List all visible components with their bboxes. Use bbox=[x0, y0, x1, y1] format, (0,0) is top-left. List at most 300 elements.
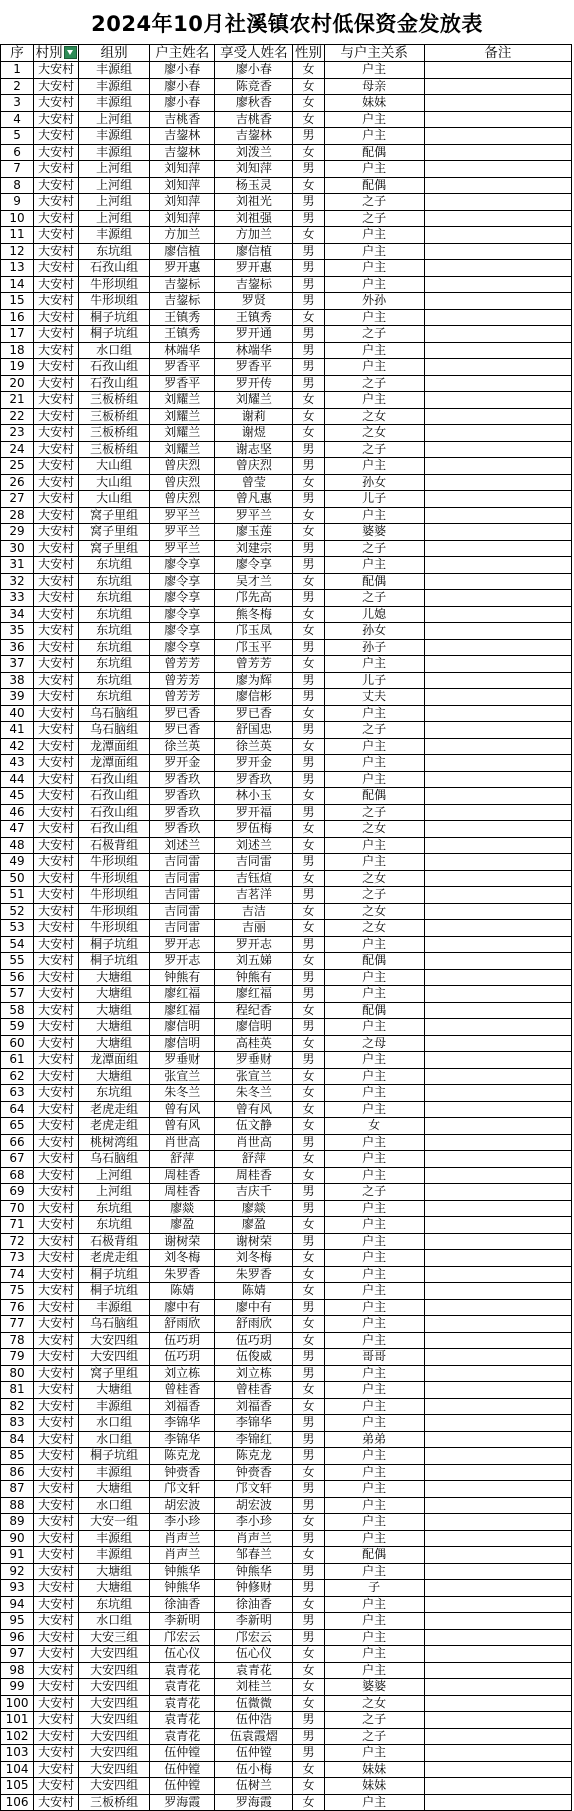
cell-householder: 罗开惠 bbox=[150, 260, 215, 277]
cell-recipient: 廖信彬 bbox=[215, 689, 293, 706]
cell-note bbox=[424, 788, 571, 805]
cell-group: 桃树湾组 bbox=[79, 1134, 150, 1151]
cell-village: 大安村 bbox=[34, 804, 79, 821]
header-relation: 与户主关系 bbox=[324, 45, 424, 62]
cell-relation: 户主 bbox=[324, 557, 424, 574]
cell-note bbox=[424, 1085, 571, 1102]
cell-householder: 刘福香 bbox=[150, 1398, 215, 1415]
cell-seq: 93 bbox=[1, 1580, 34, 1597]
cell-relation: 户主 bbox=[324, 111, 424, 128]
cell-relation: 哥哥 bbox=[324, 1349, 424, 1366]
cell-note bbox=[424, 689, 571, 706]
cell-seq: 106 bbox=[1, 1794, 34, 1811]
table-row bbox=[1, 392, 572, 409]
header-sex: 性别 bbox=[293, 45, 324, 62]
cell-householder: 曾有风 bbox=[150, 1101, 215, 1118]
cell-group: 老虎走组 bbox=[79, 1250, 150, 1267]
cell-note bbox=[424, 1794, 571, 1811]
cell-sex: 女 bbox=[293, 1761, 324, 1778]
cell-relation: 户主 bbox=[324, 1646, 424, 1663]
table-row bbox=[1, 689, 572, 706]
table-row bbox=[1, 1035, 572, 1052]
cell-householder: 廖信明 bbox=[150, 1019, 215, 1036]
table-row bbox=[1, 986, 572, 1003]
cell-village: 大安村 bbox=[34, 1514, 79, 1531]
table-row bbox=[1, 425, 572, 442]
cell-group: 石极背组 bbox=[79, 837, 150, 854]
cell-recipient: 谢树荣 bbox=[215, 1233, 293, 1250]
filter-dropdown-icon[interactable] bbox=[64, 46, 77, 59]
cell-relation: 婆婆 bbox=[324, 524, 424, 541]
cell-seq: 83 bbox=[1, 1415, 34, 1432]
cell-seq: 57 bbox=[1, 986, 34, 1003]
cell-seq: 77 bbox=[1, 1316, 34, 1333]
cell-sex: 女 bbox=[293, 821, 324, 838]
cell-sex: 女 bbox=[293, 738, 324, 755]
cell-village: 大安村 bbox=[34, 243, 79, 260]
cell-householder: 罗开志 bbox=[150, 953, 215, 970]
cell-relation: 之女 bbox=[324, 1695, 424, 1712]
cell-group: 东坑组 bbox=[79, 1200, 150, 1217]
cell-householder: 李锦华 bbox=[150, 1431, 215, 1448]
cell-seq: 16 bbox=[1, 309, 34, 326]
cell-village: 大安村 bbox=[34, 1101, 79, 1118]
cell-village: 大安村 bbox=[34, 1019, 79, 1036]
cell-householder: 伍仲镗 bbox=[150, 1778, 215, 1795]
cell-recipient: 曾凡惠 bbox=[215, 491, 293, 508]
cell-group: 大安一组 bbox=[79, 1514, 150, 1531]
cell-householder: 刘知萍 bbox=[150, 161, 215, 178]
cell-seq: 27 bbox=[1, 491, 34, 508]
cell-seq: 95 bbox=[1, 1613, 34, 1630]
cell-group: 东坑组 bbox=[79, 573, 150, 590]
cell-sex: 女 bbox=[293, 606, 324, 623]
cell-recipient: 邝玉凤 bbox=[215, 623, 293, 640]
cell-group: 上河组 bbox=[79, 177, 150, 194]
cell-sex: 男 bbox=[293, 128, 324, 145]
cell-relation: 配偶 bbox=[324, 573, 424, 590]
table-row bbox=[1, 1299, 572, 1316]
cell-note bbox=[424, 210, 571, 227]
cell-group: 牛形坝组 bbox=[79, 903, 150, 920]
header-row bbox=[1, 45, 572, 62]
cell-note bbox=[424, 1497, 571, 1514]
cell-householder: 廖令享 bbox=[150, 606, 215, 623]
table-row bbox=[1, 177, 572, 194]
table-row bbox=[1, 1233, 572, 1250]
cell-sex: 女 bbox=[293, 1662, 324, 1679]
cell-village: 大安村 bbox=[34, 1002, 79, 1019]
cell-seq: 89 bbox=[1, 1514, 34, 1531]
cell-relation: 孙女 bbox=[324, 474, 424, 491]
cell-note bbox=[424, 1233, 571, 1250]
cell-village: 大安村 bbox=[34, 771, 79, 788]
cell-sex: 男 bbox=[293, 590, 324, 607]
cell-relation: 户主 bbox=[324, 1283, 424, 1300]
cell-recipient: 邝宏云 bbox=[215, 1629, 293, 1646]
cell-householder: 钟熊华 bbox=[150, 1563, 215, 1580]
cell-householder: 刘知萍 bbox=[150, 177, 215, 194]
cell-relation: 户主 bbox=[324, 1052, 424, 1069]
cell-seq: 88 bbox=[1, 1497, 34, 1514]
cell-relation: 之子 bbox=[324, 210, 424, 227]
cell-note bbox=[424, 1613, 571, 1630]
cell-recipient: 谢志坚 bbox=[215, 441, 293, 458]
cell-note bbox=[424, 375, 571, 392]
cell-note bbox=[424, 557, 571, 574]
cell-village: 大安村 bbox=[34, 1217, 79, 1234]
cell-relation: 配偶 bbox=[324, 1002, 424, 1019]
table-row bbox=[1, 1151, 572, 1168]
cell-group: 桐子坑组 bbox=[79, 309, 150, 326]
cell-village: 大安村 bbox=[34, 837, 79, 854]
cell-sex: 男 bbox=[293, 755, 324, 772]
cell-householder: 谢树荣 bbox=[150, 1233, 215, 1250]
cell-relation: 户主 bbox=[324, 276, 424, 293]
cell-householder: 吉桃香 bbox=[150, 111, 215, 128]
table-row bbox=[1, 161, 572, 178]
header-village[interactable]: 村別 bbox=[34, 45, 79, 62]
cell-householder: 王镇秀 bbox=[150, 309, 215, 326]
cell-recipient: 廖为辉 bbox=[215, 672, 293, 689]
cell-seq: 60 bbox=[1, 1035, 34, 1052]
cell-relation: 户主 bbox=[324, 1794, 424, 1811]
cell-recipient: 胡宏波 bbox=[215, 1497, 293, 1514]
cell-group: 大塘组 bbox=[79, 1481, 150, 1498]
cell-relation: 子 bbox=[324, 1580, 424, 1597]
cell-recipient: 曾庆烈 bbox=[215, 458, 293, 475]
cell-seq: 25 bbox=[1, 458, 34, 475]
cell-recipient: 曾芳芳 bbox=[215, 656, 293, 673]
cell-village: 大安村 bbox=[34, 507, 79, 524]
cell-village: 大安村 bbox=[34, 441, 79, 458]
cell-seq: 91 bbox=[1, 1547, 34, 1564]
cell-sex: 女 bbox=[293, 1316, 324, 1333]
cell-seq: 2 bbox=[1, 78, 34, 95]
cell-recipient: 邝先高 bbox=[215, 590, 293, 607]
cell-recipient: 曾有风 bbox=[215, 1101, 293, 1118]
cell-village: 大安村 bbox=[34, 738, 79, 755]
cell-householder: 廖中有 bbox=[150, 1299, 215, 1316]
cell-seq: 30 bbox=[1, 540, 34, 557]
cell-recipient: 刘知萍 bbox=[215, 161, 293, 178]
cell-note bbox=[424, 1118, 571, 1135]
table-row bbox=[1, 408, 572, 425]
cell-recipient: 伍巧玥 bbox=[215, 1332, 293, 1349]
cell-group: 丰源组 bbox=[79, 1530, 150, 1547]
table-row bbox=[1, 1431, 572, 1448]
table-row bbox=[1, 920, 572, 937]
cell-householder: 伍心仪 bbox=[150, 1646, 215, 1663]
cell-sex: 男 bbox=[293, 1580, 324, 1597]
cell-relation: 之子 bbox=[324, 887, 424, 904]
cell-sex: 女 bbox=[293, 1547, 324, 1564]
cell-relation: 儿媳 bbox=[324, 606, 424, 623]
cell-relation: 母亲 bbox=[324, 78, 424, 95]
cell-relation: 妹妹 bbox=[324, 1761, 424, 1778]
cell-village: 大安村 bbox=[34, 375, 79, 392]
cell-group: 上河组 bbox=[79, 1167, 150, 1184]
cell-householder: 廖红福 bbox=[150, 986, 215, 1003]
cell-seq: 4 bbox=[1, 111, 34, 128]
cell-relation: 户主 bbox=[324, 755, 424, 772]
cell-householder: 刘知萍 bbox=[150, 210, 215, 227]
cell-sex: 女 bbox=[293, 573, 324, 590]
cell-recipient: 袁青花 bbox=[215, 1662, 293, 1679]
cell-recipient: 廖小春 bbox=[215, 62, 293, 79]
table-row bbox=[1, 1349, 572, 1366]
cell-village: 大安村 bbox=[34, 969, 79, 986]
cell-householder: 吉同雷 bbox=[150, 920, 215, 937]
cell-note bbox=[424, 672, 571, 689]
cell-sex: 女 bbox=[293, 392, 324, 409]
cell-householder: 周桂香 bbox=[150, 1167, 215, 1184]
cell-note bbox=[424, 573, 571, 590]
cell-group: 桐子坑组 bbox=[79, 326, 150, 343]
cell-seq: 42 bbox=[1, 738, 34, 755]
cell-group: 大塘组 bbox=[79, 1382, 150, 1399]
table-row bbox=[1, 1695, 572, 1712]
cell-sex: 男 bbox=[293, 771, 324, 788]
table-row bbox=[1, 78, 572, 95]
table-row bbox=[1, 1761, 572, 1778]
cell-village: 大安村 bbox=[34, 1530, 79, 1547]
table-row bbox=[1, 1398, 572, 1415]
cell-relation: 儿子 bbox=[324, 491, 424, 508]
cell-seq: 81 bbox=[1, 1382, 34, 1399]
cell-householder: 吉同雷 bbox=[150, 870, 215, 887]
cell-village: 大安村 bbox=[34, 722, 79, 739]
cell-sex: 女 bbox=[293, 425, 324, 442]
cell-group: 大塘组 bbox=[79, 1068, 150, 1085]
cell-group: 牛形坝组 bbox=[79, 920, 150, 937]
cell-recipient: 罗香玖 bbox=[215, 771, 293, 788]
table-row bbox=[1, 1563, 572, 1580]
cell-sex: 女 bbox=[293, 1596, 324, 1613]
cell-group: 大安四组 bbox=[79, 1332, 150, 1349]
cell-relation: 户主 bbox=[324, 705, 424, 722]
cell-village: 大安村 bbox=[34, 425, 79, 442]
cell-recipient: 吉桃香 bbox=[215, 111, 293, 128]
cell-group: 大塘组 bbox=[79, 986, 150, 1003]
cell-note bbox=[424, 722, 571, 739]
cell-recipient: 刘泼兰 bbox=[215, 144, 293, 161]
cell-relation: 之子 bbox=[324, 441, 424, 458]
table-row bbox=[1, 1629, 572, 1646]
cell-seq: 19 bbox=[1, 359, 34, 376]
cell-relation: 户主 bbox=[324, 1365, 424, 1382]
cell-note bbox=[424, 854, 571, 871]
cell-village: 大安村 bbox=[34, 177, 79, 194]
cell-relation: 户主 bbox=[324, 1629, 424, 1646]
cell-seq: 7 bbox=[1, 161, 34, 178]
cell-note bbox=[424, 111, 571, 128]
cell-householder: 罗香玖 bbox=[150, 821, 215, 838]
cell-seq: 74 bbox=[1, 1266, 34, 1283]
cell-recipient: 陈克龙 bbox=[215, 1448, 293, 1465]
cell-group: 大安四组 bbox=[79, 1712, 150, 1729]
cell-note bbox=[424, 144, 571, 161]
cell-note bbox=[424, 128, 571, 145]
cell-note bbox=[424, 1629, 571, 1646]
table-row bbox=[1, 1646, 572, 1663]
cell-recipient: 李新明 bbox=[215, 1613, 293, 1630]
cell-householder: 刘冬梅 bbox=[150, 1250, 215, 1267]
cell-recipient: 杨玉灵 bbox=[215, 177, 293, 194]
cell-householder: 廖令享 bbox=[150, 639, 215, 656]
cell-sex: 男 bbox=[293, 1712, 324, 1729]
cell-group: 大安四组 bbox=[79, 1761, 150, 1778]
cell-recipient: 吉丽 bbox=[215, 920, 293, 937]
table-row bbox=[1, 837, 572, 854]
cell-seq: 20 bbox=[1, 375, 34, 392]
cell-group: 大安四组 bbox=[79, 1728, 150, 1745]
cell-seq: 82 bbox=[1, 1398, 34, 1415]
cell-seq: 65 bbox=[1, 1118, 34, 1135]
cell-householder: 舒萍 bbox=[150, 1151, 215, 1168]
subsidy-table bbox=[0, 44, 572, 1811]
cell-sex: 女 bbox=[293, 705, 324, 722]
cell-group: 大山组 bbox=[79, 491, 150, 508]
cell-seq: 15 bbox=[1, 293, 34, 310]
cell-seq: 85 bbox=[1, 1448, 34, 1465]
cell-householder: 刘知萍 bbox=[150, 194, 215, 211]
cell-recipient: 谢煜 bbox=[215, 425, 293, 442]
cell-recipient: 廖盈 bbox=[215, 1217, 293, 1234]
cell-sex: 男 bbox=[293, 639, 324, 656]
cell-sex: 女 bbox=[293, 788, 324, 805]
cell-recipient: 吉庆千 bbox=[215, 1184, 293, 1201]
table-row bbox=[1, 1415, 572, 1432]
cell-seq: 26 bbox=[1, 474, 34, 491]
cell-seq: 21 bbox=[1, 392, 34, 409]
table-row bbox=[1, 1679, 572, 1696]
cell-householder: 曾有风 bbox=[150, 1118, 215, 1135]
cell-sex: 男 bbox=[293, 1745, 324, 1762]
cell-seq: 102 bbox=[1, 1728, 34, 1745]
cell-seq: 50 bbox=[1, 870, 34, 887]
cell-recipient: 罗伍梅 bbox=[215, 821, 293, 838]
cell-householder: 伍仲镗 bbox=[150, 1745, 215, 1762]
cell-sex: 女 bbox=[293, 1167, 324, 1184]
cell-note bbox=[424, 903, 571, 920]
cell-group: 丰源组 bbox=[79, 78, 150, 95]
cell-relation: 之女 bbox=[324, 425, 424, 442]
cell-sex: 男 bbox=[293, 276, 324, 293]
cell-note bbox=[424, 738, 571, 755]
cell-village: 大安村 bbox=[34, 359, 79, 376]
cell-householder: 廖令享 bbox=[150, 573, 215, 590]
cell-seq: 52 bbox=[1, 903, 34, 920]
cell-group: 上河组 bbox=[79, 161, 150, 178]
cell-note bbox=[424, 507, 571, 524]
table-row bbox=[1, 573, 572, 590]
cell-note bbox=[424, 95, 571, 112]
cell-village: 大安村 bbox=[34, 1382, 79, 1399]
cell-note bbox=[424, 1002, 571, 1019]
cell-householder: 吉同雷 bbox=[150, 887, 215, 904]
cell-group: 牛形坝组 bbox=[79, 887, 150, 904]
cell-seq: 79 bbox=[1, 1349, 34, 1366]
cell-recipient: 吴才兰 bbox=[215, 573, 293, 590]
cell-group: 乌石脑组 bbox=[79, 1151, 150, 1168]
cell-sex: 男 bbox=[293, 854, 324, 871]
cell-householder: 邝文轩 bbox=[150, 1481, 215, 1498]
cell-seq: 43 bbox=[1, 755, 34, 772]
cell-seq: 35 bbox=[1, 623, 34, 640]
cell-recipient: 林小玉 bbox=[215, 788, 293, 805]
cell-householder: 吉同雷 bbox=[150, 854, 215, 871]
cell-village: 大安村 bbox=[34, 821, 79, 838]
cell-sex: 男 bbox=[293, 1019, 324, 1036]
table-row bbox=[1, 656, 572, 673]
cell-group: 大安四组 bbox=[79, 1745, 150, 1762]
cell-group: 乌石脑组 bbox=[79, 705, 150, 722]
cell-relation: 户主 bbox=[324, 1398, 424, 1415]
cell-group: 窝子里组 bbox=[79, 524, 150, 541]
cell-village: 大安村 bbox=[34, 887, 79, 904]
cell-householder: 曾芳芳 bbox=[150, 656, 215, 673]
cell-group: 大安四组 bbox=[79, 1778, 150, 1795]
cell-householder: 刘立栋 bbox=[150, 1365, 215, 1382]
cell-seq: 44 bbox=[1, 771, 34, 788]
cell-seq: 98 bbox=[1, 1662, 34, 1679]
cell-note bbox=[424, 1778, 571, 1795]
cell-group: 桐子坑组 bbox=[79, 953, 150, 970]
cell-recipient: 徐油香 bbox=[215, 1596, 293, 1613]
table-row bbox=[1, 293, 572, 310]
cell-relation: 孙子 bbox=[324, 639, 424, 656]
cell-village: 大安村 bbox=[34, 111, 79, 128]
cell-group: 龙潭面组 bbox=[79, 755, 150, 772]
cell-note bbox=[424, 870, 571, 887]
cell-relation: 户主 bbox=[324, 1332, 424, 1349]
cell-seq: 41 bbox=[1, 722, 34, 739]
header-note: 备注 bbox=[424, 45, 571, 62]
cell-sex: 女 bbox=[293, 656, 324, 673]
cell-householder: 徐兰英 bbox=[150, 738, 215, 755]
cell-group: 大塘组 bbox=[79, 969, 150, 986]
cell-seq: 32 bbox=[1, 573, 34, 590]
cell-relation: 户主 bbox=[324, 1250, 424, 1267]
cell-relation: 之子 bbox=[324, 1184, 424, 1201]
cell-note bbox=[424, 1448, 571, 1465]
cell-sex: 男 bbox=[293, 540, 324, 557]
table-row bbox=[1, 1184, 572, 1201]
cell-relation: 户主 bbox=[324, 1217, 424, 1234]
cell-recipient: 刘立栋 bbox=[215, 1365, 293, 1382]
cell-recipient: 陈婧 bbox=[215, 1283, 293, 1300]
cell-seq: 67 bbox=[1, 1151, 34, 1168]
cell-group: 牛形坝组 bbox=[79, 276, 150, 293]
cell-note bbox=[424, 161, 571, 178]
cell-village: 大安村 bbox=[34, 194, 79, 211]
cell-village: 大安村 bbox=[34, 936, 79, 953]
cell-group: 大安四组 bbox=[79, 1646, 150, 1663]
cell-recipient: 钟修财 bbox=[215, 1580, 293, 1597]
cell-note bbox=[424, 590, 571, 607]
cell-note bbox=[424, 1134, 571, 1151]
cell-group: 东坑组 bbox=[79, 672, 150, 689]
cell-village: 大安村 bbox=[34, 1052, 79, 1069]
cell-recipient: 李锦华 bbox=[215, 1415, 293, 1432]
cell-village: 大安村 bbox=[34, 1679, 79, 1696]
cell-group: 石孜山组 bbox=[79, 788, 150, 805]
cell-sex: 女 bbox=[293, 1514, 324, 1531]
cell-note bbox=[424, 293, 571, 310]
cell-note bbox=[424, 1266, 571, 1283]
cell-seq: 17 bbox=[1, 326, 34, 343]
